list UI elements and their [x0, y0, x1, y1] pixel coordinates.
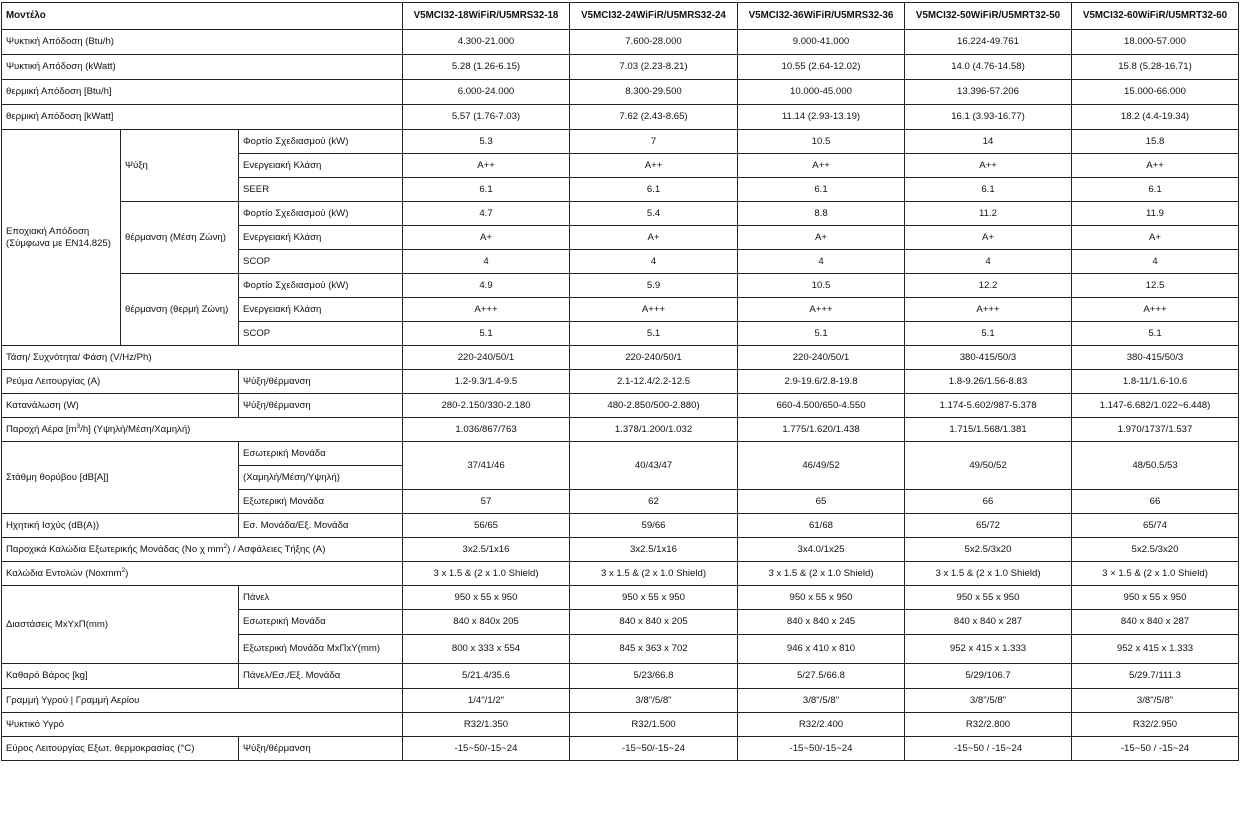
- sub-label: Φορτίο Σχεδιασμού (kW): [239, 130, 403, 154]
- value-cell: R32/2.950: [1072, 713, 1239, 737]
- value-cell: 220-240/50/1: [570, 346, 738, 370]
- model-name-3: V5MCI32-36WiFiR/U5MRS32-36: [738, 3, 905, 30]
- label-part: /h] (Υψηλή/Μέση/Χαμηλή): [80, 423, 191, 435]
- value-cell: 7.62 (2.43-8.65): [570, 105, 738, 130]
- value-cell: 5/21.4/35.6: [403, 664, 570, 689]
- value-cell: 5.28 (1.26-6.15): [403, 55, 570, 80]
- value-cell: 5.1: [905, 322, 1072, 346]
- row-label-control-cables: [2, 562, 403, 586]
- value-cell: -15~50 / -15~24: [905, 737, 1072, 761]
- value-cell: 14: [905, 130, 1072, 154]
- value-cell: 840 x 840 x 245: [738, 610, 905, 635]
- heating-warm-group-label: θέρμανση (θερμή Ζώνη): [121, 274, 239, 346]
- value-cell: 4.300-21.000: [403, 30, 570, 55]
- value-cell: 380-415/50/3: [1072, 346, 1239, 370]
- value-cell: 62: [570, 490, 738, 514]
- value-cell: 3/8"/5/8": [1072, 689, 1239, 713]
- table-row: [2, 713, 1239, 737]
- value-cell: 10.55 (2.64-12.02): [738, 55, 905, 80]
- value-cell: 48/50.5/53: [1072, 442, 1239, 490]
- table-row: [2, 664, 1239, 689]
- value-cell: -15~50 / -15~24: [1072, 737, 1239, 761]
- value-cell: 6.1: [403, 178, 570, 202]
- value-cell: A+++: [738, 298, 905, 322]
- value-cell: 3x2.5/1x16: [570, 538, 738, 562]
- row-label-voltage: Τάση/ Συχνότητα/ Φάση (V/Hz/Ph): [2, 346, 403, 370]
- value-cell: 10.5: [738, 274, 905, 298]
- value-cell: R32/1.500: [570, 713, 738, 737]
- sub-label: Εξωτερική Μονάδα: [239, 490, 403, 514]
- value-cell: 12.2: [905, 274, 1072, 298]
- value-cell: 950 x 55 x 950: [905, 586, 1072, 610]
- value-cell: 1.775/1.620/1.438: [738, 418, 905, 442]
- value-cell: 1.8-11/1.6-10.6: [1072, 370, 1239, 394]
- table-row: [2, 370, 1239, 394]
- value-cell: 1.715/1.568/1.381: [905, 418, 1072, 442]
- sub-label: Φορτίο Σχεδιασμού (kW): [239, 274, 403, 298]
- value-cell: 840 x 840 x 287: [1072, 610, 1239, 635]
- value-cell: 11.2: [905, 202, 1072, 226]
- value-cell: 4: [905, 250, 1072, 274]
- label-superscript: 2: [121, 566, 126, 574]
- value-cell: A+: [905, 226, 1072, 250]
- value-cell: 660-4.500/650-4.550: [738, 394, 905, 418]
- table-row: [2, 689, 1239, 713]
- value-cell: 18.2 (4.4-19.34): [1072, 105, 1239, 130]
- row-label-operating-range: Εύρος Λειτουργίας Εξωτ. θερμοκρασίας (°C): [2, 737, 239, 761]
- value-cell: 59/66: [570, 514, 738, 538]
- value-cell: 3/8"/5/8": [738, 689, 905, 713]
- value-cell: 15.8 (5.28-16.71): [1072, 55, 1239, 80]
- value-cell: 380-415/50/3: [905, 346, 1072, 370]
- value-cell: 18.000-57.000: [1072, 30, 1239, 55]
- value-cell: 7.600-28.000: [570, 30, 738, 55]
- table-row: [2, 394, 1239, 418]
- value-cell: 6.000-24.000: [403, 80, 570, 105]
- row-label-supply-cables: [2, 538, 403, 562]
- value-cell: 1/4"/1/2": [403, 689, 570, 713]
- value-cell: 3/8"/5/8": [570, 689, 738, 713]
- table-row: [2, 202, 1239, 226]
- value-cell: 4.9: [403, 274, 570, 298]
- value-cell: 952 x 415 x 1.333: [1072, 635, 1239, 664]
- value-cell: 1.970/1737/1.537: [1072, 418, 1239, 442]
- value-cell: 14.0 (4.76-14.58): [905, 55, 1072, 80]
- label-part: Καλώδια Εντολών (Noxmm: [6, 567, 122, 579]
- value-cell: A+: [738, 226, 905, 250]
- label-part: Παροχή Αέρα [m: [6, 423, 77, 435]
- row-label-cooling-kw: Ψυκτική Απόδοση (kWatt): [2, 55, 403, 80]
- table-row: [2, 30, 1239, 55]
- row-label-sound-power: Ηχητική Ισχύς (dB(A)): [2, 514, 239, 538]
- value-cell: 220-240/50/1: [403, 346, 570, 370]
- value-cell: 5.1: [570, 322, 738, 346]
- row-label-airflow: [2, 418, 403, 442]
- value-cell: 13.396-57.206: [905, 80, 1072, 105]
- value-cell: 3x2.5/1x16: [403, 538, 570, 562]
- row-label-power: Κατανάλωση (W): [2, 394, 239, 418]
- row-label-heating-btu: θερμική Απόδοση [Btu/h]: [2, 80, 403, 105]
- value-cell: 40/43/47: [570, 442, 738, 490]
- value-cell: 3 x 1.5 & (2 x 1.0 Shield): [738, 562, 905, 586]
- row-label-noise: Στάθμη θορύβου [dB[A]]: [2, 442, 239, 514]
- value-cell: 5/29.7/111.3: [1072, 664, 1239, 689]
- table-row: [2, 737, 1239, 761]
- value-cell: 5.1: [403, 322, 570, 346]
- value-cell: 5x2.5/3x20: [1072, 538, 1239, 562]
- sub-label: (Χαμηλή/Μέση/Υψηλή): [239, 466, 403, 490]
- value-cell: 1.378/1.200/1.032: [570, 418, 738, 442]
- row-label-dimensions: Διαστάσεις ΜxΥxΠ(mm): [2, 586, 239, 664]
- value-cell: A++: [403, 154, 570, 178]
- value-cell: A++: [905, 154, 1072, 178]
- row-label-current: Ρεύμα Λειτουργίας (A): [2, 370, 239, 394]
- sub-label: SCOP: [239, 250, 403, 274]
- value-cell: 12.5: [1072, 274, 1239, 298]
- value-cell: 1.8-9.26/1.56-8.83: [905, 370, 1072, 394]
- value-cell: 220-240/50/1: [738, 346, 905, 370]
- model-name-1: V5MCI32-18WiFiR/U5MRS32-18: [403, 3, 570, 30]
- table-row: [2, 442, 1239, 466]
- sub-label: Ψύξη/θέρμανση: [239, 394, 403, 418]
- label-superscript: 3: [76, 422, 81, 430]
- sub-label: Ψύξη/θέρμανση: [239, 737, 403, 761]
- value-cell: 5x2.5/3x20: [905, 538, 1072, 562]
- value-cell: 845 x 363 x 702: [570, 635, 738, 664]
- value-cell: A+: [403, 226, 570, 250]
- heating-mid-group-label: θέρμανση (Μέση Ζώνη): [121, 202, 239, 274]
- value-cell: 56/65: [403, 514, 570, 538]
- sub-label: SEER: [239, 178, 403, 202]
- value-cell: A+: [570, 226, 738, 250]
- value-cell: -15~50/-15~24: [403, 737, 570, 761]
- table-row: [2, 130, 1239, 154]
- value-cell: 5/27.5/66.8: [738, 664, 905, 689]
- table-row: [2, 105, 1239, 130]
- value-cell: 3 × 1.5 & (2 x 1.0 Shield): [1072, 562, 1239, 586]
- value-cell: 16.1 (3.93-16.77): [905, 105, 1072, 130]
- sub-label: Πάνελ/Εσ./Εξ. Μονάδα: [239, 664, 403, 689]
- sub-label: Ενεργειακή Κλάση: [239, 298, 403, 322]
- table-row: [2, 55, 1239, 80]
- value-cell: 61/68: [738, 514, 905, 538]
- value-cell: -15~50/-15~24: [738, 737, 905, 761]
- value-cell: 49/50/52: [905, 442, 1072, 490]
- value-cell: 7.03 (2.23-8.21): [570, 55, 738, 80]
- value-cell: 15.8: [1072, 130, 1239, 154]
- value-cell: 37/41/46: [403, 442, 570, 490]
- value-cell: 57: [403, 490, 570, 514]
- value-cell: 9.000-41.000: [738, 30, 905, 55]
- value-cell: 6.1: [738, 178, 905, 202]
- value-cell: 3x4.0/1x25: [738, 538, 905, 562]
- value-cell: 4: [403, 250, 570, 274]
- label-superscript: 2: [223, 542, 228, 550]
- value-cell: 66: [905, 490, 1072, 514]
- row-label-heating-kw: θερμική Απόδοση [kWatt]: [2, 105, 403, 130]
- value-cell: 280-2.150/330-2.180: [403, 394, 570, 418]
- value-cell: 10.5: [738, 130, 905, 154]
- header-row: [2, 3, 1239, 30]
- table-row: [2, 538, 1239, 562]
- sub-label: Ενεργειακή Κλάση: [239, 226, 403, 250]
- value-cell: 950 x 55 x 950: [1072, 586, 1239, 610]
- value-cell: 5.1: [738, 322, 905, 346]
- value-cell: A+: [1072, 226, 1239, 250]
- sub-label: Εξωτερική Μονάδα ΜxΠxΥ(mm): [239, 635, 403, 664]
- value-cell: R32/2.400: [738, 713, 905, 737]
- table-row: [2, 514, 1239, 538]
- row-label-pipe-lines: Γραμμή Υγρού | Γραμμή Αερίου: [2, 689, 403, 713]
- value-cell: A++: [738, 154, 905, 178]
- value-cell: 46/49/52: [738, 442, 905, 490]
- value-cell: 66: [1072, 490, 1239, 514]
- seasonal-efficiency-label: [2, 130, 121, 346]
- model-name-2: V5MCI32-24WiFiR/U5MRS32-24: [570, 3, 738, 30]
- value-cell: 15.000-66.000: [1072, 80, 1239, 105]
- label-part: ) / Ασφάλειες Τήξης (Α): [227, 543, 326, 555]
- value-cell: 5.3: [403, 130, 570, 154]
- row-label-cooling-btu: Ψυκτική Απόδοση (Btu/h): [2, 30, 403, 55]
- value-cell: 1.174-5.602/987-5.378: [905, 394, 1072, 418]
- value-cell: A++: [1072, 154, 1239, 178]
- value-cell: 5/23/66.8: [570, 664, 738, 689]
- value-cell: 4: [1072, 250, 1239, 274]
- model-header-label: Μοντέλο: [2, 3, 403, 30]
- value-cell: 950 x 55 x 950: [570, 586, 738, 610]
- value-cell: 1.147-6.682/1.022~6.448): [1072, 394, 1239, 418]
- value-cell: 3 x 1.5 & (2 x 1.0 Shield): [403, 562, 570, 586]
- value-cell: 65/72: [905, 514, 1072, 538]
- sub-label: Εσ. Μονάδα/Εξ. Μονάδα: [239, 514, 403, 538]
- table-row: [2, 418, 1239, 442]
- value-cell: R32/1.350: [403, 713, 570, 737]
- sub-label: Φορτίο Σχεδιασμού (kW): [239, 202, 403, 226]
- value-cell: 1.036/867/763: [403, 418, 570, 442]
- value-cell: -15~50/-15~24: [570, 737, 738, 761]
- cooling-group-label: Ψύξη: [121, 130, 239, 202]
- value-cell: 16.224-49.761: [905, 30, 1072, 55]
- value-cell: 65/74: [1072, 514, 1239, 538]
- seasonal-label-line2: (Σύμφωνα με EN14.825): [6, 237, 111, 249]
- value-cell: 946 x 410 x 810: [738, 635, 905, 664]
- model-name-4: V5MCI32-50WiFiR/U5MRT32-50: [905, 3, 1072, 30]
- value-cell: A+++: [905, 298, 1072, 322]
- row-label-refrigerant: Ψυκτικό Υγρό: [2, 713, 403, 737]
- value-cell: 65: [738, 490, 905, 514]
- model-name-5: V5MCI32-60WiFiR/U5MRT32-60: [1072, 3, 1239, 30]
- value-cell: 3 x 1.5 & (2 x 1.0 Shield): [905, 562, 1072, 586]
- value-cell: 4: [738, 250, 905, 274]
- value-cell: 10.000-45.000: [738, 80, 905, 105]
- value-cell: 950 x 55 x 950: [738, 586, 905, 610]
- sub-label: Εσωτερική Μονάδα: [239, 610, 403, 635]
- value-cell: 5/29/106.7: [905, 664, 1072, 689]
- value-cell: 7: [570, 130, 738, 154]
- label-part: ): [125, 567, 129, 579]
- value-cell: 2.1-12.4/2.2-12.5: [570, 370, 738, 394]
- value-cell: 952 x 415 x 1.333: [905, 635, 1072, 664]
- value-cell: A+++: [1072, 298, 1239, 322]
- value-cell: 800 x 333 x 554: [403, 635, 570, 664]
- table-row: [2, 80, 1239, 105]
- value-cell: 11.9: [1072, 202, 1239, 226]
- value-cell: 5.9: [570, 274, 738, 298]
- label-part: Παροχικά Καλώδια Εξωτερικής Μονάδας (Νο χ mm: [6, 543, 224, 555]
- value-cell: 6.1: [1072, 178, 1239, 202]
- value-cell: 8.300-29.500: [570, 80, 738, 105]
- value-cell: A++: [570, 154, 738, 178]
- value-cell: 1.2-9.3/1.4-9.5: [403, 370, 570, 394]
- value-cell: 3 x 1.5 & (2 x 1.0 Shield): [570, 562, 738, 586]
- sub-label: Πάνελ: [239, 586, 403, 610]
- value-cell: 2.9-19.6/2.8-19.8: [738, 370, 905, 394]
- sub-label: Ψύξη/θέρμανση: [239, 370, 403, 394]
- sub-label: Εσωτερική Μονάδα: [239, 442, 403, 466]
- value-cell: R32/2.800: [905, 713, 1072, 737]
- value-cell: 8.8: [738, 202, 905, 226]
- value-cell: 480-2.850/500-2.880): [570, 394, 738, 418]
- sub-label: Ενεργειακή Κλάση: [239, 154, 403, 178]
- value-cell: 950 x 55 x 950: [403, 586, 570, 610]
- value-cell: 5.4: [570, 202, 738, 226]
- value-cell: A+++: [403, 298, 570, 322]
- table-row: [2, 346, 1239, 370]
- value-cell: A+++: [570, 298, 738, 322]
- table-row: [2, 562, 1239, 586]
- value-cell: 6.1: [570, 178, 738, 202]
- value-cell: 5.57 (1.76-7.03): [403, 105, 570, 130]
- value-cell: 6.1: [905, 178, 1072, 202]
- value-cell: 840 x 840 x 287: [905, 610, 1072, 635]
- value-cell: 840 x 840x 205: [403, 610, 570, 635]
- value-cell: 4: [570, 250, 738, 274]
- table-row: [2, 586, 1239, 610]
- value-cell: 5.1: [1072, 322, 1239, 346]
- value-cell: 3/8"/5/8": [905, 689, 1072, 713]
- seasonal-label-line1: Εποχιακή Απόδοση: [6, 225, 90, 237]
- value-cell: 11.14 (2.93-13.19): [738, 105, 905, 130]
- table-row: [2, 274, 1239, 298]
- sub-label: SCOP: [239, 322, 403, 346]
- value-cell: 840 x 840 x 205: [570, 610, 738, 635]
- specifications-table: [1, 2, 1239, 761]
- value-cell: 4.7: [403, 202, 570, 226]
- row-label-weight: Καθαρό Βάρος [kg]: [2, 664, 239, 689]
